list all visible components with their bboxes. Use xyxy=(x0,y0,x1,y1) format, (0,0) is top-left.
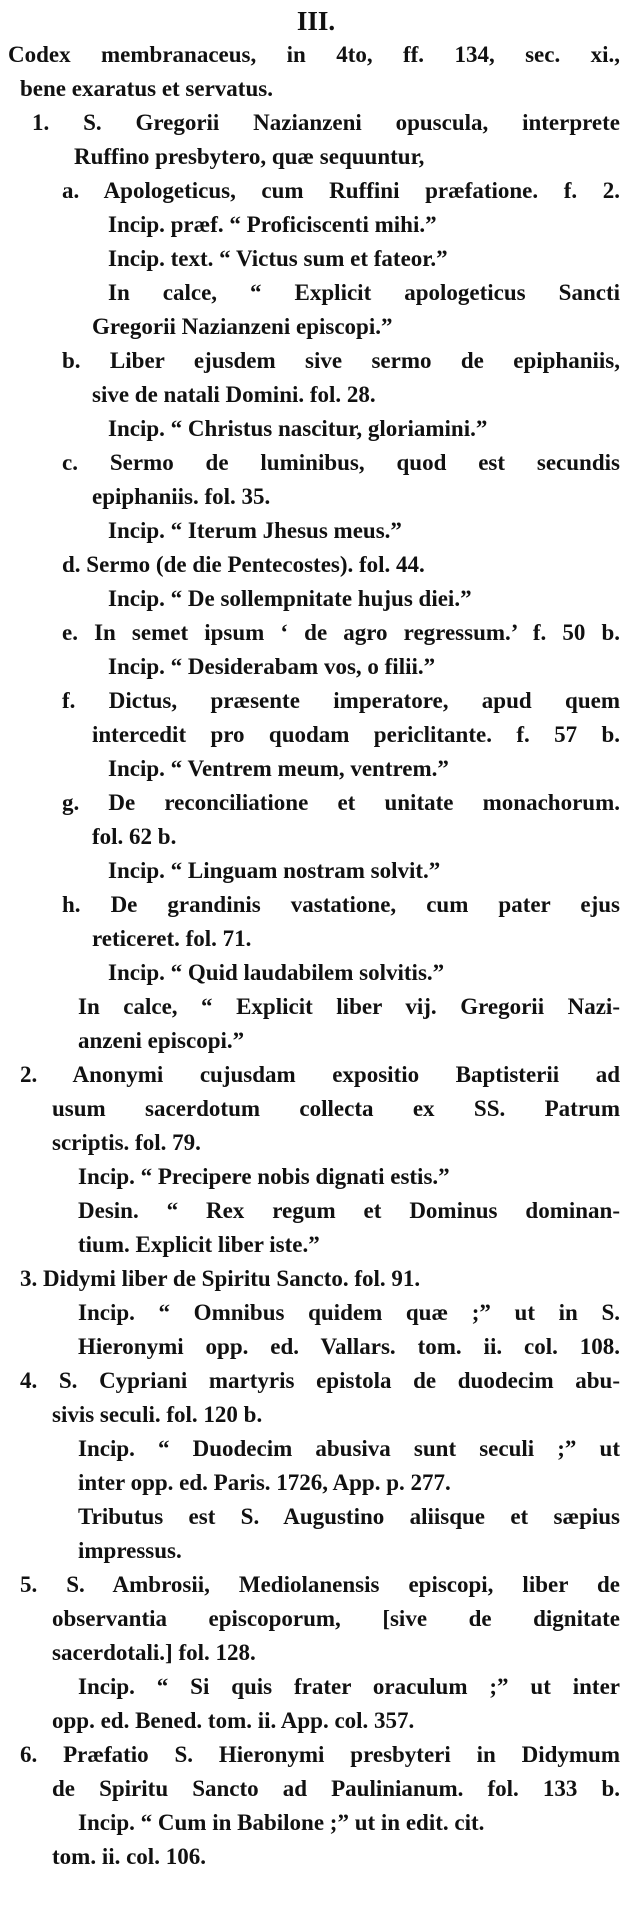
text-line: d. Sermo (de die Pentecostes). fol. 44. xyxy=(62,552,425,577)
text-line: Codex membranaceus, in 4to, ff. 134, sec. xi., xyxy=(8,42,620,67)
text-line: observantia episcoporum, [sive de dignitate xyxy=(52,1606,620,1631)
text-line: epiphaniis. fol. 35. xyxy=(92,484,271,509)
text-line: b. Liber ejusdem sive sermo de epiphaniis, xyxy=(62,348,620,373)
text-line: 4. S. Cypriani martyris epistola de duodecim abu- xyxy=(20,1368,620,1393)
text-line: inter opp. ed. Paris. 1726, App. p. 277. xyxy=(78,1470,451,1495)
text-line: c. Sermo de luminibus, quod est secundis xyxy=(62,450,620,475)
text-line: opp. ed. Bened. tom. ii. App. col. 357. xyxy=(52,1708,415,1733)
text-line: impressus. xyxy=(78,1538,182,1563)
text-line: 6. Præfatio S. Hieronymi presbyteri in Didymum xyxy=(20,1742,620,1767)
text-line: g. De reconciliatione et unitate monachorum. xyxy=(62,790,620,815)
text-line: bene exaratus et servatus. xyxy=(20,76,273,101)
text-line: h. De grandinis vastatione, cum pater ejus xyxy=(62,892,620,917)
text-line: 5. S. Ambrosii, Mediolanensis episcopi, liber de xyxy=(20,1572,620,1597)
text-line: 1. S. Gregorii Nazianzeni opuscula, interprete xyxy=(32,110,620,135)
text-line: usum sacerdotum collecta ex SS. Patrum xyxy=(52,1096,620,1121)
text-line: anzeni episcopi.” xyxy=(78,1028,245,1053)
text-line: tium. Explicit liber iste.” xyxy=(78,1232,320,1257)
section-heading: III. xyxy=(296,6,336,36)
text-line: a. Apologeticus, cum Ruffini præfatione. f. 2. xyxy=(62,178,620,203)
text-line: Incip. “ Desiderabam vos, o filii.” xyxy=(108,654,436,679)
text-line: Incip. “ Duodecim abusiva sunt seculi ;” ut xyxy=(78,1436,620,1461)
text-line: Incip. “ Quid laudabilem solvitis.” xyxy=(108,960,445,985)
text-line: 2. Anonymi cujusdam expositio Baptisterii ad xyxy=(20,1062,620,1087)
text-line: Incip. “ Ventrem meum, ventrem.” xyxy=(108,756,449,781)
text-line: Incip. “ Iterum Jhesus meus.” xyxy=(108,518,402,543)
text-line: f. Dictus, præsente imperatore, apud quem xyxy=(62,688,620,713)
text-line: Incip. præf. “ Proficiscenti mihi.” xyxy=(108,212,437,237)
text-line: sivis seculi. fol. 120 b. xyxy=(52,1402,263,1427)
text-line: intercedit pro quodam periclitante. f. 57 b. xyxy=(92,722,620,747)
text-line: Hieronymi opp. ed. Vallars. tom. ii. col. 108. xyxy=(78,1334,620,1359)
text-line: scriptis. fol. 79. xyxy=(52,1130,201,1155)
text-line: Desin. “ Rex regum et Dominus dominan- xyxy=(78,1198,620,1223)
text-line: Incip. text. “ Victus sum et fateor.” xyxy=(108,246,448,271)
text-line: Tributus est S. Augustino aliisque et sæpius xyxy=(78,1504,620,1529)
text-line: Incip. “ Precipere nobis dignati estis.” xyxy=(78,1164,450,1189)
text-line: 3. Didymi liber de Spiritu Sancto. fol. 91. xyxy=(20,1266,421,1291)
text-line: sive de natali Domini. fol. 28. xyxy=(92,382,376,407)
text-line: Incip. “ Christus nascitur, gloriamini.” xyxy=(108,416,488,441)
text-line: reticeret. fol. 71. xyxy=(92,926,252,951)
text-line: Incip. “ Omnibus quidem quæ ;” ut in S. xyxy=(78,1300,620,1325)
text-line: Ruffino presbytero, quæ sequuntur, xyxy=(74,144,425,169)
text-line: In calce, “ Explicit apologeticus Sancti xyxy=(108,280,620,305)
text-line: sacerdotali.] fol. 128. xyxy=(52,1640,256,1665)
text-line: de Spiritu Sancto ad Paulinianum. fol. 133 b. xyxy=(52,1776,620,1801)
text-line: Gregorii Nazianzeni episcopi.” xyxy=(92,314,393,339)
text-line: Incip. “ Linguam nostram solvit.” xyxy=(108,858,441,883)
text-line: e. In semet ipsum ‘ de agro regressum.’ f. 50 b. xyxy=(62,620,620,645)
text-line: In calce, “ Explicit liber vij. Gregorii Nazi- xyxy=(78,994,620,1019)
text-line: tom. ii. col. 106. xyxy=(52,1844,206,1869)
text-line: Incip. “ Si quis frater oraculum ;” ut inter xyxy=(78,1674,620,1699)
text-line: Incip. “ Cum in Babilone ;” ut in edit. cit. xyxy=(78,1810,485,1835)
text-line: fol. 62 b. xyxy=(92,824,177,849)
text-line: Incip. “ De sollempnitate hujus diei.” xyxy=(108,586,472,611)
